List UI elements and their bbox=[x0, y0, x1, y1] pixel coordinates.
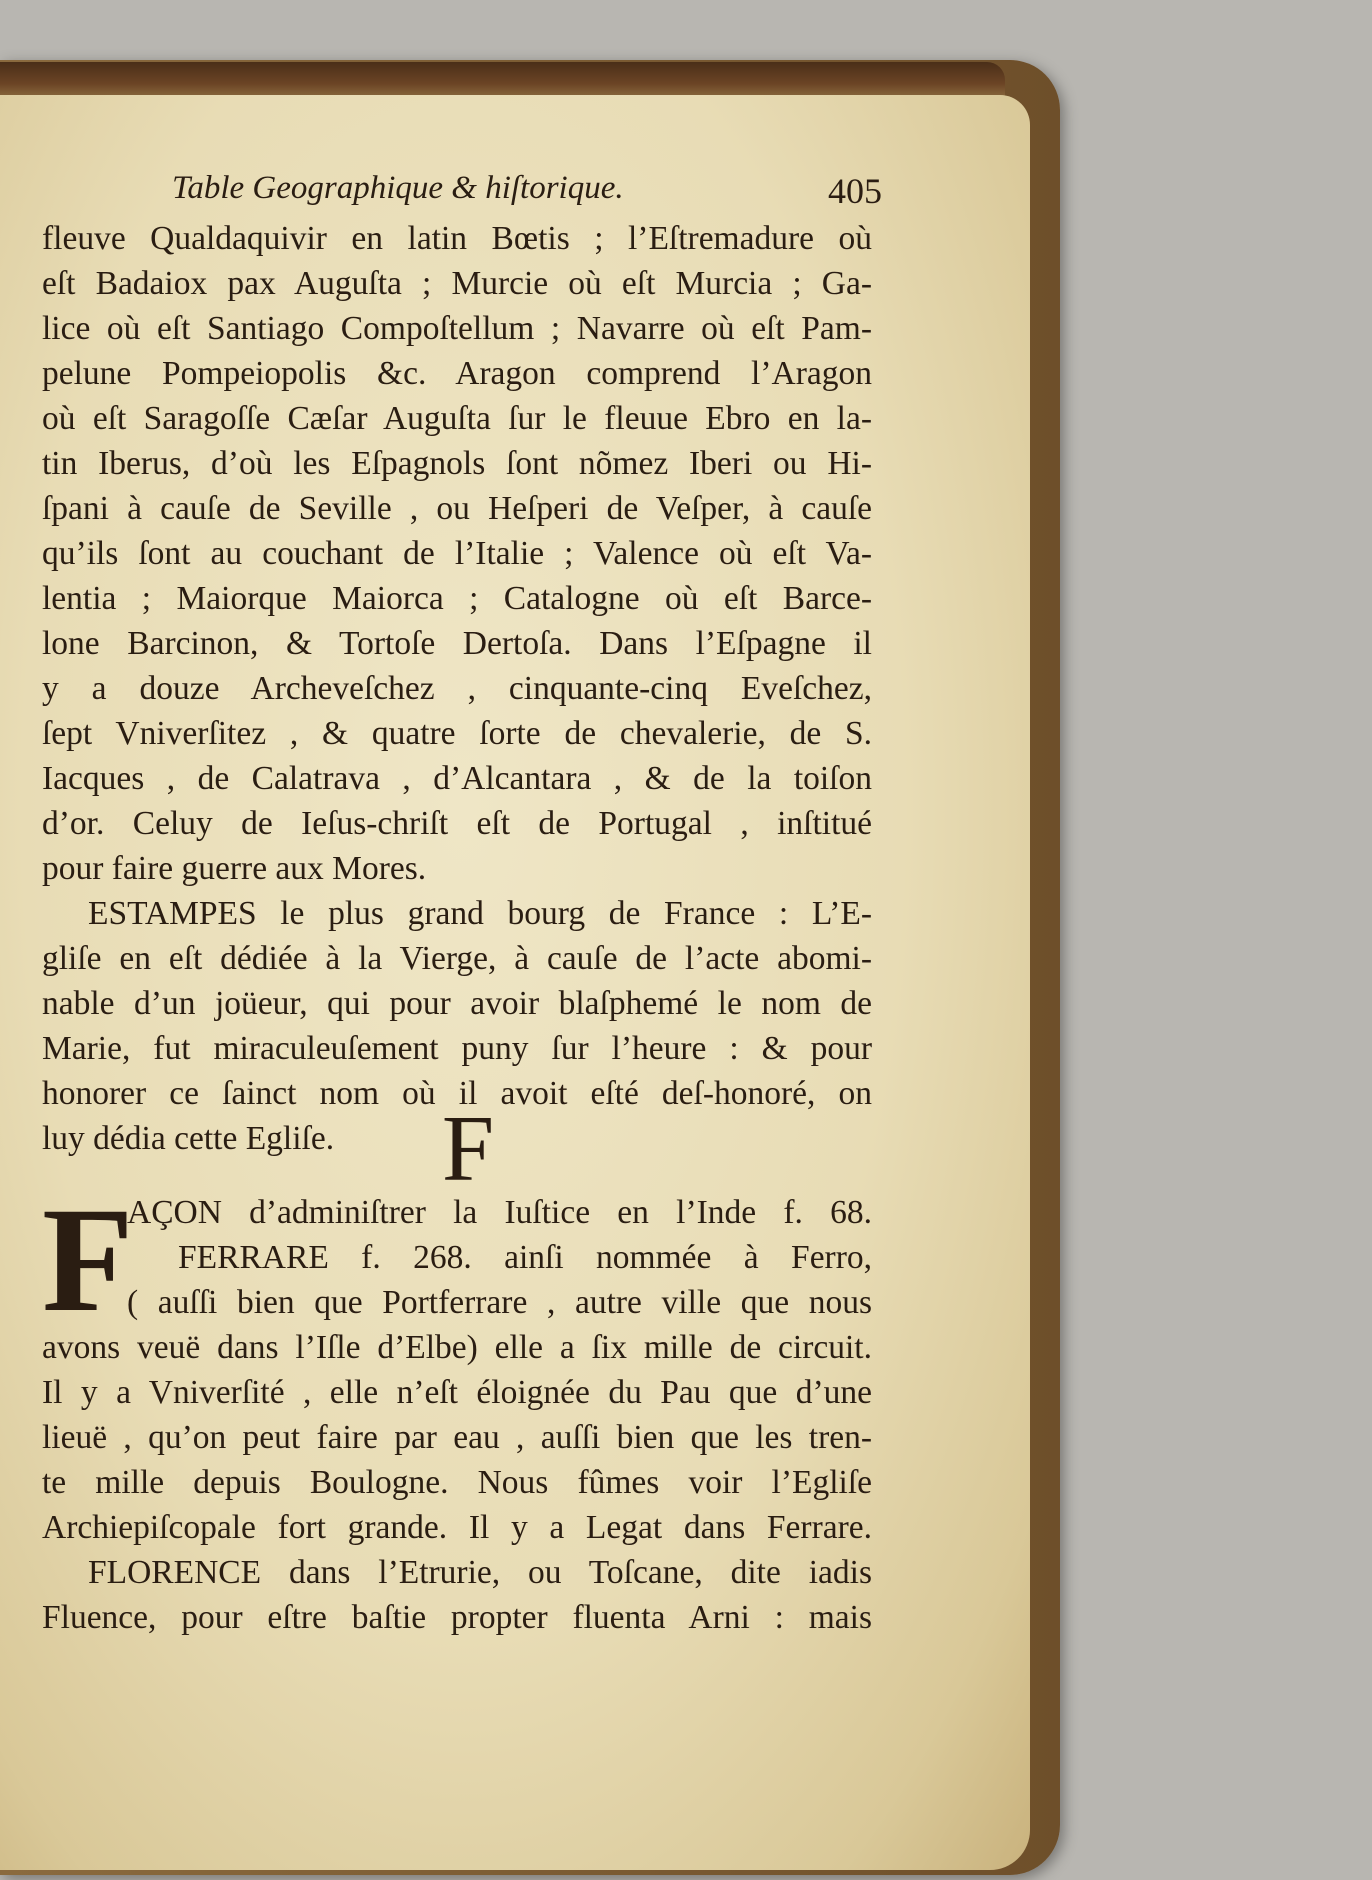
text-line: eſt Badaiox pax Auguſta ; Murcie où eſt Murcia ; Ga- bbox=[42, 265, 872, 302]
text-line: Il y a Vniverſité , elle n’eſt éloignée du Pau que d’une bbox=[42, 1374, 872, 1411]
text-line: Marie, fut miraculeuſement puny ſur l’heure : & pour bbox=[42, 1030, 872, 1067]
text-line: nable d’un joüeur, qui pour avoir blaſphemé le nom de bbox=[42, 985, 872, 1022]
section-letter-heading: F bbox=[441, 1097, 495, 1201]
text-line: lentia ; Maiorque Maiorca ; Catalogne où eſt Barce- bbox=[42, 580, 872, 617]
text-line: FERRARE f. 268. ainſi nommée à Ferro, bbox=[178, 1239, 872, 1276]
text-line: lone Barcinon, & Tortoſe Dertoſa. Dans l’Eſpagne il bbox=[42, 625, 872, 662]
text-line: ( auſſi bien que Portferrare , autre ville que nous bbox=[127, 1284, 872, 1321]
top-binding bbox=[0, 62, 1005, 98]
text-line: fleuve Qualdaquivir en latin Bœtis ; l’Eſtremadure où bbox=[42, 220, 872, 257]
text-line: honorer ce ſainct nom où il avoit eſté deſ-honoré, on bbox=[42, 1075, 872, 1112]
text-line: qu’ils ſont au couchant de l’Italie ; Valence où eſt Va- bbox=[42, 535, 872, 572]
text-line: ſept Vniverſitez , & quatre ſorte de chevalerie, de S. bbox=[42, 715, 872, 752]
text-line: gliſe en eſt dédiée à la Vierge, à cauſe de l’acte abomi- bbox=[42, 940, 872, 977]
text-line: Fluence, pour eſtre baſtie propter fluenta Arni : mais bbox=[42, 1599, 872, 1636]
text-line: y a douze Archeveſchez , cinquante-cinq Eveſchez, bbox=[42, 670, 872, 707]
text-line: tin Iberus, d’où les Eſpagnols ſont nõmez Iberi ou Hi- bbox=[42, 445, 872, 482]
running-title: Table Geographique & hiſtorique. bbox=[172, 170, 624, 206]
text-line: Archiepiſcopale fort grande. Il y a Legat dans Ferrare. bbox=[42, 1509, 872, 1546]
section-f-text bbox=[42, 1177, 872, 1640]
text-line: ESTAMPES le plus grand bourg de France : L’E- bbox=[88, 895, 872, 932]
text-line: ſpani à cauſe de Seville , ou Heſperi de Veſper, à cauſe bbox=[42, 490, 872, 527]
text-line: pelune Pompeiopolis &c. Aragon comprend l’Aragon bbox=[42, 355, 872, 392]
text-line: AÇON d’adminiſtrer la Iuſtice en l’Inde f. 68. bbox=[127, 1194, 872, 1231]
text-line: où eſt Saragoſſe Cæſar Auguſta ſur le fleuue Ebro en la- bbox=[42, 400, 872, 437]
text-line: avons veuë dans l’Iſle d’Elbe) elle a ſix mille de circuit. bbox=[42, 1329, 872, 1366]
text-line: FLORENCE dans l’Etrurie, ou Toſcane, dite iadis bbox=[88, 1554, 872, 1591]
text-line: d’or. Celuy de Ieſus-chriſt eſt de Portugal , inſtitué bbox=[42, 805, 872, 842]
text-line: te mille depuis Boulogne. Nous fûmes voir l’Egliſe bbox=[42, 1464, 872, 1501]
text-line: lice où eſt Santiago Compoſtellum ; Navarre où eſt Pam- bbox=[42, 310, 872, 347]
text-line: lieuë , qu’on peut faire par eau , auſſi bien que les tren- bbox=[42, 1419, 872, 1456]
text-line: Iacques , de Calatrava , d’Alcantara , & de la toiſon bbox=[42, 760, 872, 797]
text-line: pour faire guerre aux Mores. bbox=[42, 850, 427, 887]
page-number: 405 bbox=[828, 171, 882, 211]
body-text bbox=[42, 216, 872, 1161]
drop-cap: F bbox=[42, 1177, 134, 1343]
text-line: luy dédia cette Egliſe. bbox=[42, 1120, 335, 1157]
